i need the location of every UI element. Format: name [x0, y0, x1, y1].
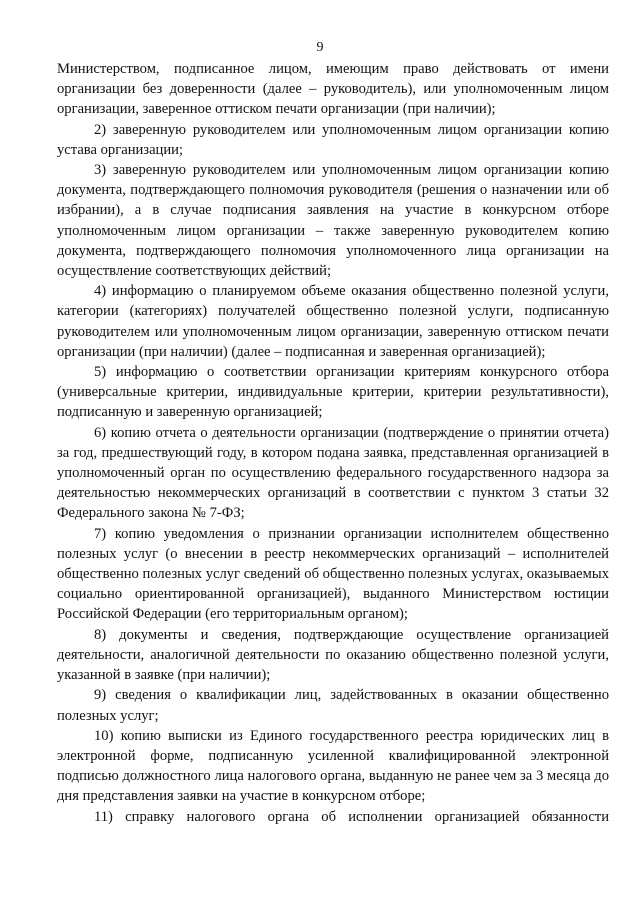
paragraph-item-2: 2) заверенную руководителем или уполномоченным лицом организации копию устава организации; — [57, 121, 609, 158]
paragraph-item-9: 9) сведения о квалификации лиц, задействованных в оказании общественно полезных услуг; — [57, 687, 609, 724]
paragraph-item-5: 5) информацию о соответствии организации критериям конкурсного отбора (универсальные критерии, индивидуальные критерии, критерии результативности), подписанную и заверенную организацией; — [57, 364, 609, 421]
paragraph-continuation: Министерством, подписанное лицом, имеющим право действовать от имени организации без доверенности (далее – руководитель), или уполномоченным лицом организации, заверенное оттиском печати организации (при наличии); — [57, 61, 609, 118]
paragraph-item-7: 7) копию уведомления о признании организации исполнителем общественно полезных услуг (о внесении в реестр некоммерческих организаций – исполнителей общественно полезных услуг сведений об общественно полезных услугах, оказываемых социально ориентированной организацией), выданного Министерством юстиции Российской Федерации (его территориальным органом); — [57, 525, 609, 623]
paragraph-item-4: 4) информацию о планируемом объеме оказания общественно полезной услуги, категории (категориях) получателей общественно полезной услуги, подписанную руководителем или уполномоченным лицом организации, заверенную оттиском печати организации (при наличии) (далее – подписанная и заверенная организацией); — [57, 283, 609, 360]
paragraph-item-8: 8) документы и сведения, подтверждающие осуществление организацией деятельности, аналогичной деятельности по оказанию общественно полезной услуги, указанной в заявке (при наличии); — [57, 626, 609, 684]
paragraph-item-6: 6) копию отчета о деятельности организации (подтверждение о принятии отчета) за год, предшествующий году, в котором подана заявка, представленная организацией в уполномоченный орган по осуществлению федерального государственного надзора за деятельностью некоммерческих организаций в соответствии с пунктом 3 статьи 32 Федерального закона № 7-ФЗ; — [57, 424, 609, 522]
document-body — [57, 59, 609, 827]
paragraph-item-10: 10) копию выписки из Единого государственного реестра юридических лиц в электронной форме, подписанную усиленной квалифицированной электронной подписью должностного лица налогового органа, выданную не ранее чем за 3 месяца до дня представления заявки на участие в конкурсном отборе; — [57, 727, 609, 805]
paragraph-item-3: 3) заверенную руководителем или уполномоченным лицом организации копию документа, подтверждающего полномочия руководителя (решения о назначении или об избрании), а в случае подписания заявления на участие в конкурсном отборе уполномоченным лицом организации – также заверенную руководителем копию документа, подтверждающего полномочия уполномоченного лица организации на осуществление соответствующих действий; — [57, 162, 609, 280]
page-number: 9 — [316, 40, 324, 55]
paragraph-item-11: 11) справку налогового органа об исполнении организацией обязанности — [94, 808, 609, 825]
